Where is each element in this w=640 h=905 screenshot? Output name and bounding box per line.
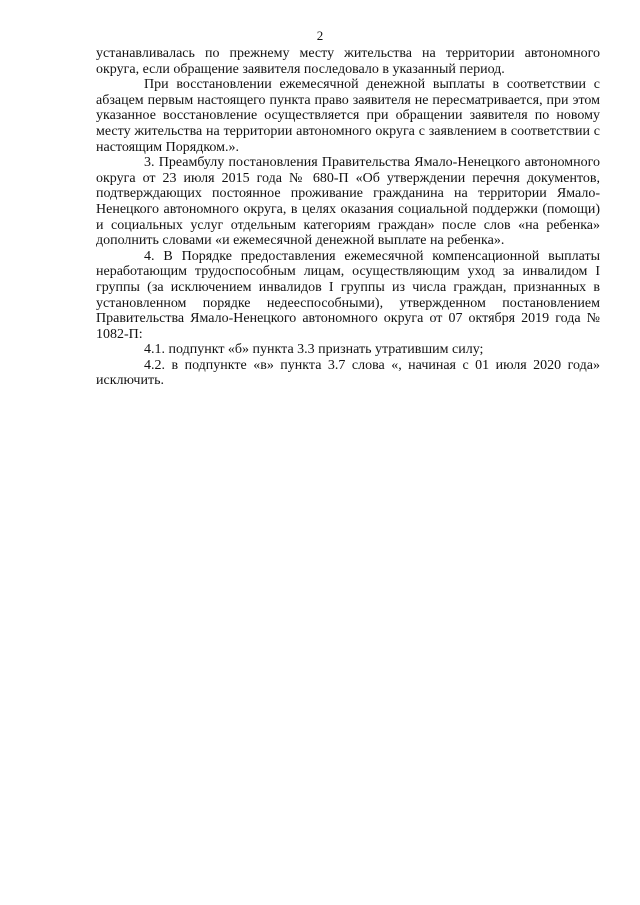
paragraph-item-4: 4. В Порядке предоставления ежемесячной компенсационной выплаты неработающим трудоспособным лицам, осуществляющим уход за инвалидом I группы (за исключением инвалидов I группы из числа граждан, признанных в установленном порядке недееспособными), утвержденном постановлением Правительства Ямало-Ненецкого автономного округа от 07 октября 2019 года № 1082-П: (96, 248, 600, 342)
paragraph-restoration: При восстановлении ежемесячной денежной выплаты в соответствии с абзацем первым настоящего пункта право заявителя не пересматривается, при этом указанное восстановление осуществляется при обращении заявителя по новому месту жительства на территории автономного округа с заявлением в соответствии с настоящим Порядком.». (96, 77, 600, 155)
paragraph-item-3: 3. Преамбулу постановления Правительства Ямало-Ненецкого автономного округа от 23 июля 2015 года № 680-П «Об утверждении перечня документов, подтверждающих постоянное проживание гражданина на территории Ямало-Ненецкого автономного округа, в целях оказания социальной поддержки (помощи) и социальных услуг отдельным категориям граждан» после слов «на ребенка» дополнить словами «и ежемесячной денежной выплате на ребенка». (96, 155, 600, 249)
paragraph-continuation: устанавливалась по прежнему месту жительства на территории автономного округа, если обращение заявителя последовало в указанный период. (96, 46, 600, 77)
document-body (96, 46, 600, 389)
page-number: 2 (316, 28, 324, 43)
paragraph-item-4-2: 4.2. в подпункте «в» пункта 3.7 слова «, начиная с 01 июля 2020 года» исключить. (96, 357, 600, 389)
paragraph-item-4-1: 4.1. подпункт «б» пункта 3.3 признать утратившим силу; (144, 342, 484, 358)
